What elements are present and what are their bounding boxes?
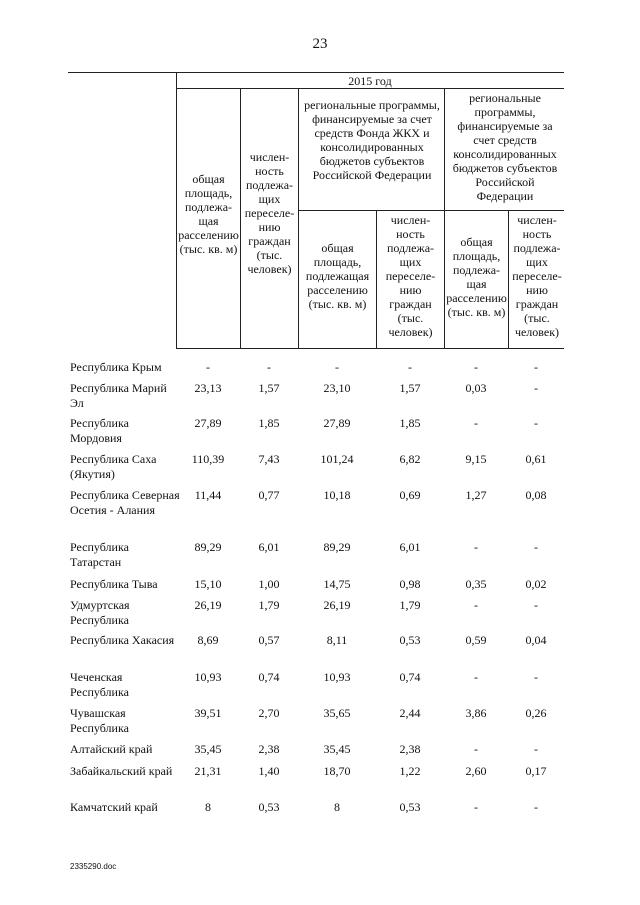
value-regional-area: - (474, 360, 478, 374)
value-total-people: 6,01 (258, 540, 280, 554)
value-regional-people: - (534, 800, 538, 814)
value-total-area: 21,31 (194, 764, 222, 778)
region-name: Республика Северная Осетия - Алания (70, 488, 180, 517)
value-total-people: 2,70 (258, 706, 280, 720)
value-total-people: 1,00 (258, 577, 280, 591)
value-total-people: 2,38 (258, 742, 280, 756)
region-name: Алтайский край (70, 742, 153, 756)
value-regional-area: 0,59 (465, 633, 487, 647)
value-total-people: 1,79 (258, 598, 280, 612)
value-regional-area: 1,27 (465, 488, 487, 502)
header-total-people: числен-ность подлежа-щих переселе-нию граждан (тыс. человек) (244, 150, 295, 276)
value-fund-people: 0,74 (399, 670, 421, 684)
value-regional-people: 0,04 (525, 633, 547, 647)
region-name: Республика Саха (Якутия) (70, 452, 157, 481)
group-underline (298, 210, 564, 211)
value-total-area: 27,89 (194, 416, 222, 430)
region-name: Республика Тыва (70, 577, 158, 591)
value-regional-people: 0,02 (525, 577, 547, 591)
header-group-fund: региональные программы, финансируемые за счет средств Фонда ЖКХ и консолидированных бюджетов субъектов Российской Федерации (304, 98, 440, 182)
value-fund-area: 8,11 (326, 633, 348, 647)
value-total-area: 15,10 (194, 577, 222, 591)
value-regional-area: - (474, 800, 478, 814)
header-regional-people: числен-ность подлежа-щих переселе-нию граждан (тыс. человек) (512, 213, 562, 339)
value-total-area: 39,51 (194, 706, 222, 720)
value-regional-people: 0,08 (525, 488, 547, 502)
value-regional-people: - (534, 381, 538, 395)
value-total-area: 35,45 (194, 742, 222, 756)
value-total-area: 26,19 (194, 598, 222, 612)
year-header: 2015 год (348, 74, 392, 88)
region-name: Республика Мордовия (70, 416, 129, 445)
value-fund-area: - (335, 360, 339, 374)
value-fund-area: 27,89 (323, 416, 351, 430)
value-total-area: 23,13 (194, 381, 222, 395)
page-number: 23 (312, 36, 328, 52)
value-regional-area: - (474, 670, 478, 684)
value-total-people: 0,53 (258, 800, 280, 814)
value-fund-people: 6,01 (399, 540, 421, 554)
value-regional-people: - (534, 416, 538, 430)
value-total-area: 110,39 (191, 452, 225, 466)
value-regional-people: - (534, 742, 538, 756)
year-underline (176, 88, 564, 89)
value-total-people: 0,74 (258, 670, 280, 684)
value-fund-people: 2,38 (399, 742, 421, 756)
value-regional-area: 0,35 (465, 577, 487, 591)
header-fund-area: общая площадь, подлежащая расселению (тыс. кв. м) (305, 241, 370, 311)
value-fund-area: 89,29 (323, 540, 351, 554)
value-regional-people: - (534, 598, 538, 612)
value-fund-area: 10,18 (323, 488, 351, 502)
value-regional-area: - (474, 598, 478, 612)
value-fund-people: 0,69 (399, 488, 421, 502)
header-regional-area: общая площадь, подлежа-щая расселению (тыс. кв. м) (446, 235, 507, 319)
region-name: Республика Крым (70, 360, 162, 374)
region-name: Камчатский край (70, 800, 158, 814)
value-total-area: - (206, 360, 210, 374)
value-fund-people: 0,53 (399, 633, 421, 647)
value-regional-people: 0,26 (525, 706, 547, 720)
value-regional-area: 9,15 (465, 452, 487, 466)
header-fund-people: числен-ность подлежа-щих переселе-нию граждан (тыс. человек) (385, 213, 436, 339)
value-fund-area: 26,19 (323, 598, 351, 612)
value-fund-area: 10,93 (323, 670, 351, 684)
value-fund-people: - (408, 360, 412, 374)
region-name: Республика Хакасия (70, 633, 175, 647)
value-regional-people: 0,61 (525, 452, 547, 466)
value-fund-area: 101,24 (320, 452, 354, 466)
table-top-rule (68, 72, 564, 73)
value-regional-area: - (474, 540, 478, 554)
value-fund-area: 14,75 (323, 577, 351, 591)
value-fund-area: 18,70 (323, 764, 351, 778)
value-regional-people: 0,17 (525, 764, 547, 778)
value-regional-area: 0,03 (465, 381, 487, 395)
region-name: Республика Марий Эл (70, 381, 167, 410)
value-total-people: - (267, 360, 271, 374)
value-total-area: 89,29 (194, 540, 222, 554)
value-total-people: 1,57 (258, 381, 280, 395)
value-regional-area: - (474, 742, 478, 756)
header-group-regional: региональные программы, финансируемые за счет средств консолидированных бюджетов субъектов Российской Федерации (452, 91, 558, 203)
value-regional-area: 2,60 (465, 764, 487, 778)
value-total-people: 0,77 (258, 488, 280, 502)
region-name: Чеченская Республика (70, 670, 129, 699)
value-fund-people: 1,22 (399, 764, 421, 778)
value-regional-people: - (534, 670, 538, 684)
value-total-area: 10,93 (194, 670, 222, 684)
region-name: Чувашская Республика (70, 706, 129, 735)
value-fund-area: 23,10 (323, 381, 351, 395)
value-fund-area: 35,65 (323, 706, 351, 720)
header-total-area: общая площадь, подлежа-щая расселению (тыс. кв. м) (178, 172, 239, 256)
region-name: Удмуртская Республика (70, 598, 130, 627)
value-total-people: 1,40 (258, 764, 280, 778)
value-fund-area: 35,45 (323, 742, 351, 756)
value-fund-people: 0,53 (399, 800, 421, 814)
header-bottom-rule (176, 348, 564, 349)
value-total-area: 11,44 (194, 488, 222, 502)
region-name: Республика Татарстан (70, 540, 129, 569)
value-fund-people: 6,82 (399, 452, 421, 466)
value-fund-people: 1,85 (399, 416, 421, 430)
value-regional-people: - (534, 360, 538, 374)
region-name: Забайкальский край (70, 764, 173, 778)
value-regional-people: - (534, 540, 538, 554)
value-total-people: 7,43 (258, 452, 280, 466)
value-regional-area: - (474, 416, 478, 430)
document-footer: 2335290.doc (70, 862, 117, 871)
value-regional-area: 3,86 (465, 706, 487, 720)
value-total-area: 8 (205, 800, 211, 814)
value-fund-people: 0,98 (399, 577, 421, 591)
value-total-people: 0,57 (258, 633, 280, 647)
value-fund-people: 2,44 (399, 706, 421, 720)
value-total-area: 8,69 (197, 633, 219, 647)
value-fund-people: 1,57 (399, 381, 421, 395)
value-fund-area: 8 (334, 800, 340, 814)
value-total-people: 1,85 (258, 416, 280, 430)
value-fund-people: 1,79 (399, 598, 421, 612)
